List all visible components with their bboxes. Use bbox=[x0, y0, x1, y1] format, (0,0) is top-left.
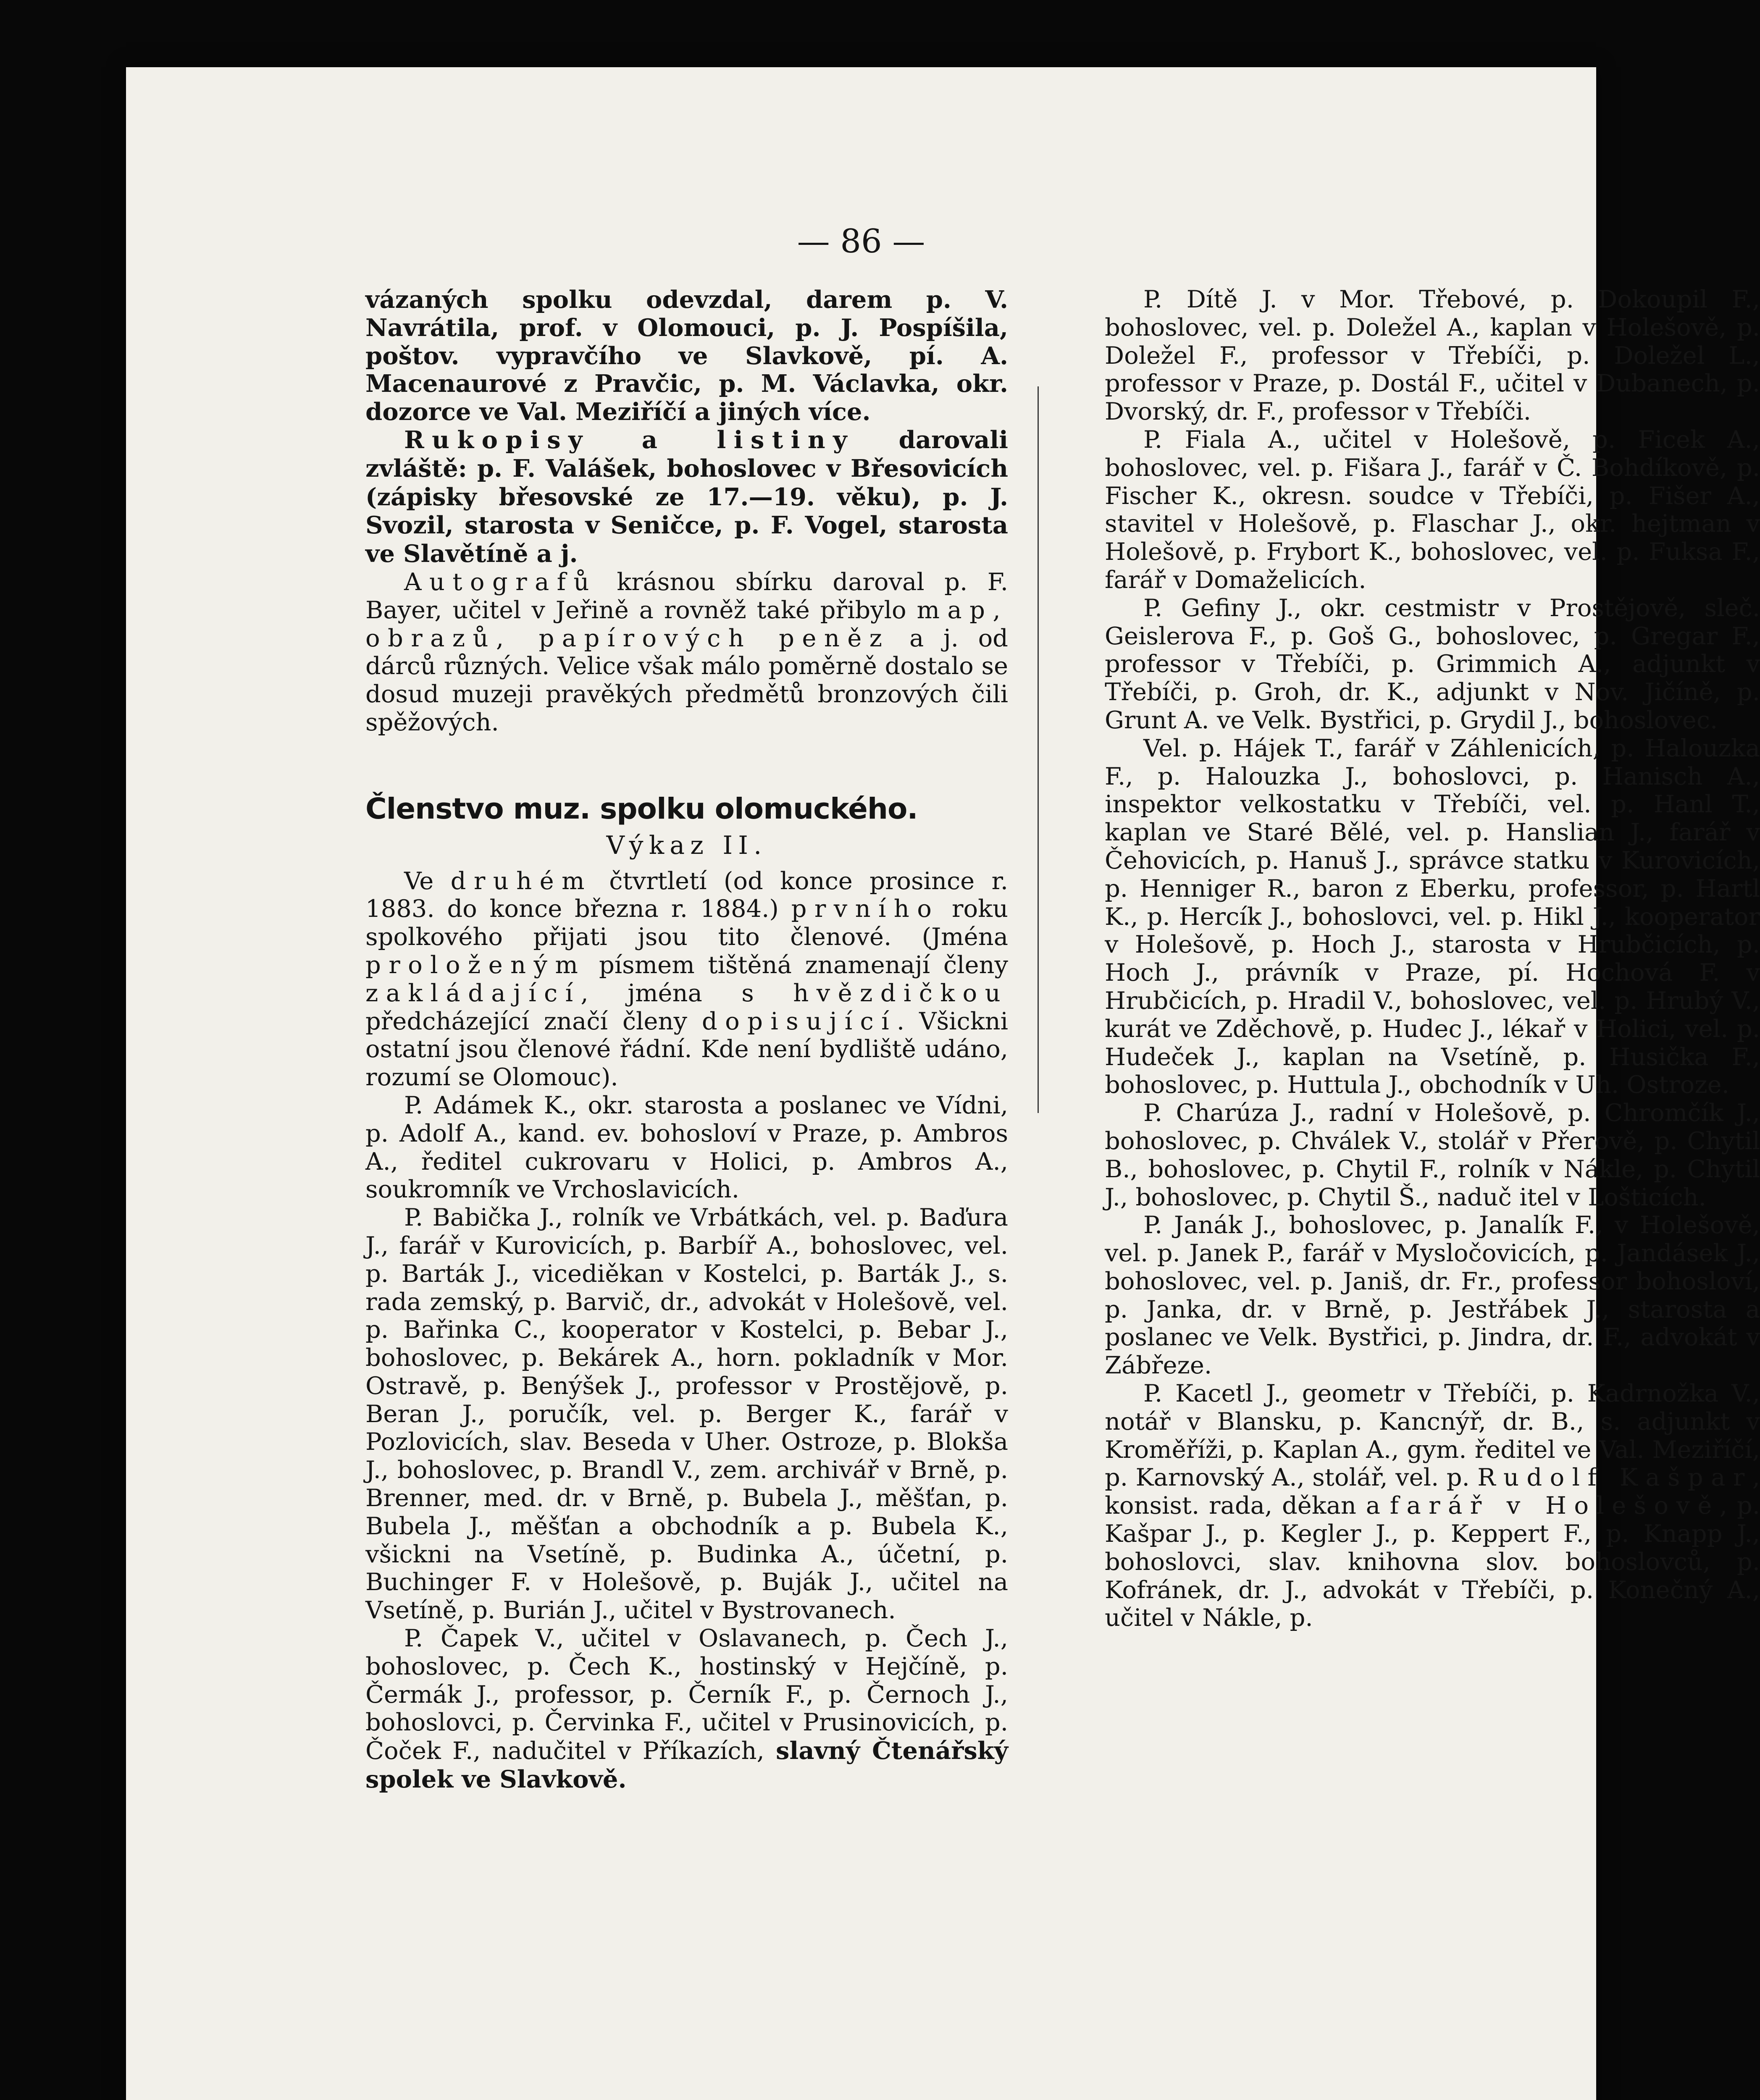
right-column bbox=[1105, 286, 1760, 1632]
paragraph: Vel. p. Hájek T., farář v Záhlenicích, p. Halouzka F., p. Halouzka J., bohoslovci, p. Hanisch A., inspektor velkostatku v Třebíči, vel. p. Hanl T., kaplan ve Staré Bělé, vel. p. Hanslian J., farář v Čehovicích, p. Hanuš J., správce statku v Kurovicích, p. Henniger R., baron z Eberku, professor, p. Hartl K., p. Hercík J., bohoslovci, vel. p. Hikl J., kooperator v Holešově, p. Hoch J., starosta v Hrubčicích, p. Hoch J., právník v Praze, pí. Hochová F. v Hrubčicích, p. Hradil V., bohoslovec, vel. p. Hrubý V., kurát ve Zděchově, p. Hudec J., lékař v Holici, vel. p. Hudeček J., kaplan na Vsetíně, p. Husička F., bohoslovec, p. Huttula J., obchodník v Uh. Ostroze. bbox=[1105, 734, 1760, 1099]
text-run: , jména s bbox=[581, 979, 793, 1007]
spaced-term: dopisující bbox=[701, 1007, 897, 1035]
spaced-term: farář v Holešově bbox=[1390, 1491, 1720, 1520]
spaced-term: Autografů bbox=[404, 567, 597, 596]
spaced-term: Rukopisy a listiny bbox=[404, 425, 855, 454]
paragraph: P. Adámek K., okr. starosta a poslanec ve Vídni, p. Adolf A., kand. ev. bohosloví v Praze, p. Ambros A., ředitel cukrovaru v Holici, p. Ambros A., soukromník ve Vrchoslavicích. bbox=[365, 1091, 1008, 1204]
book-page bbox=[126, 67, 1760, 2100]
text-run: darovali zvláště: p. F. Valášek, bohoslovec v Břesovicích (zápisky břesovské ze 17.—19. věku), p. J. Svozil, starosta v Seničce, p. F. Vogel, starosta ve Slavětíně a j. bbox=[365, 425, 1008, 568]
text-run: P. Čapek V., učitel v Oslavanech, p. Čech J., bohoslovec, p. Čech K., hostinský v Hejčíně, p. Čermák J., professor, p. Černík F., p. Černoch J., bohoslovci, p. Červinka F., učitel v Prusinovicích, p. Čoček F., nadučitel v Příkazích, bbox=[365, 1624, 1008, 1765]
column-divider bbox=[1038, 386, 1039, 1113]
text-run: čtvrtletí (od konce prosince r. 1883. do konce března r. 1884.) bbox=[365, 866, 1008, 923]
paragraph: P. Charúza J., radní v Holešově, p. Chromčík J., bohoslovec, p. Chválek V., stolář v Přerově, p. Chytil B., bohoslovec, p. Chytil F., rolník v Nákle, p. Chytil J., bohoslovec, p. Chytil Š., naduč itel v Lošticích. bbox=[1105, 1099, 1760, 1211]
spaced-term: Rudolf Kašpar bbox=[1477, 1463, 1752, 1492]
text-run: krásnou sbírku daroval p. F. Bayer, učitel v Jeřině a rovněž také přibylo bbox=[365, 567, 1008, 624]
paragraph bbox=[365, 426, 1008, 568]
page-number: — 86 — bbox=[797, 223, 925, 260]
text-run: P. Kacetl J., geometr v Třebíči, p. Kadrnožka V., notář v Blansku, p. Kancnýř, dr. B., s. adjunkt v Kroměříži, p. Kaplan A., gym. ředitel ve Val. Meziříčí, p. Karnovský A., stolář, vel. p. bbox=[1105, 1379, 1760, 1492]
text-run: písmem tištěná znamenají členy bbox=[586, 950, 1008, 979]
spaced-term: druhém bbox=[450, 866, 592, 895]
left-column bbox=[365, 286, 1008, 1794]
paragraph bbox=[365, 1625, 1008, 1794]
text-run: , p. Kašpar J., p. Kegler J., p. Keppert F., p. Knapp J., bohoslovci, slav. knihovna slov. bohoslovců, p. Kofránek, dr. J., advokát v Třebíči, p. Konečný A., učitel v Nákle, p. bbox=[1105, 1491, 1760, 1632]
paragraph: P. Janák J., bohoslovec, p. Janalík F., v Holešově, vel. p. Janek P., farář v Mysločovicích, p. Jandásek J., bohoslovec, vel. p. Janiš, dr. Fr., professor bohosloví, p. Janka, dr. v Brně, p. Jestřábek J., starosta a poslanec ve Velk. Bystřici, p. Jindra, dr. F., advokát v Zábřeze. bbox=[1105, 1211, 1760, 1380]
text-run: , konsist. rada, děkan a bbox=[1105, 1463, 1760, 1520]
text-run: . Všickni ostatní jsou členové řádní. Kde není bydliště udáno, rozumí se Olomouc). bbox=[365, 1007, 1008, 1092]
text-run: Ve bbox=[404, 866, 451, 895]
paragraph bbox=[1105, 1380, 1760, 1632]
spaced-term: map, obrazů, papírových peněz bbox=[365, 596, 1008, 652]
paragraph: P. Dítě J. v Mor. Třebové, p. Dokoupil F., bohoslovec, vel. p. Doležel A., kaplan v Holešově, p. Doležel F., professor v Třebíči, p. Doležel L., professor v Praze, p. Dostál F., učitel v Dubanech, p. Dvorský, dr. F., professor v Třebíči. bbox=[1105, 285, 1760, 426]
paragraph bbox=[365, 568, 1008, 737]
section-subheading: Výkaz II. bbox=[606, 830, 767, 860]
paragraph: vázaných spolku odevzdal, darem p. V. Navrátila, prof. v Olomouci, p. J. Pospíšila, poštov. vypravčího ve Slavkově, pí. A. Macenaurové z Pravčic, p. M. Václavka, okr. dozorce ve Val. Meziříčí a jiných více. bbox=[365, 285, 1008, 426]
text-run: a j. od dárců různých. Velice však málo poměrně dostalo se dosud muzeji pravěkých předmětů bronzových čili spěžových. bbox=[365, 624, 1008, 736]
text-run: roku spolkového přijati jsou tito členové. (Jména bbox=[365, 895, 1008, 951]
paragraph bbox=[365, 867, 1008, 1092]
spaced-term: hvězdičkou bbox=[793, 979, 1008, 1007]
section-heading: Členstvo muz. spolku olomuckého. bbox=[365, 792, 918, 826]
paragraph: P. Fiala A., učitel v Holešově, p. Ficek A., bohoslovec, vel. p. Fišara J., farář v Č. Bohdíkově, p. Fischer K., okresn. soudce v Třebíči, p. Fišer A., stavitel v Holešově, p. Flaschar J., okr. hejtman v Holešově, p. Frybort K., bohoslovec, vel. p. Fuksa F., farář v Domaželicích. bbox=[1105, 425, 1760, 594]
text-run: předcházející značí členy bbox=[365, 1007, 702, 1035]
text-run: slavný Čtenářský spolek ve Slavkově. bbox=[365, 1736, 1008, 1794]
spaced-term: prvního bbox=[791, 895, 940, 923]
paragraph: P. Gefiny J., okr. cestmistr v Prostějově, sleč. Geislerova F., p. Goš G., bohoslovec, p. Gregar F., professor v Třebíči, p. Grimmich A., adjunkt v Třebíči, p. Groh, dr. K., adjunkt v Nov. Jičíně, p. Grunt A. ve Velk. Bystřici, p. Grydil J., bohoslovec. bbox=[1105, 593, 1760, 734]
paragraph: P. Babička J., rolník ve Vrbátkách, vel. p. Baďura J., farář v Kurovicích, p. Barbíř A., bohoslovec, vel. p. Barták J., vicediěkan v Kostelci, p. Barták J., s. rada zemský, p. Barvič, dr., advokát v Holešově, vel. p. Bařinka C., kooperator v Kostelci, p. Bebar J., bohoslovec, p. Bekárek A., horn. pokladník v Mor. Ostravě, p. Benýšek J., professor v Prostějově, p. Beran J., poručík, vel. p. Berger K., farář v Pozlovicích, slav. Beseda v Uher. Ostroze, p. Blokša J., bohoslovec, p. Brandl V., zem. archivář v Brně, p. Brenner, med. dr. v Brně, p. Bubela J., měšťan, p. Bubela J., měšťan a obchodník a p. Bubela K., všickni na Vsetíně, p. Budinka A., účetní, p. Buchinger F. v Holešově, p. Buják J., učitel na Vsetíně, p. Burián J., učitel v Bystrovanech. bbox=[365, 1203, 1008, 1625]
spaced-term: proloženým bbox=[365, 950, 586, 979]
spaced-term: zakládající bbox=[365, 979, 581, 1007]
